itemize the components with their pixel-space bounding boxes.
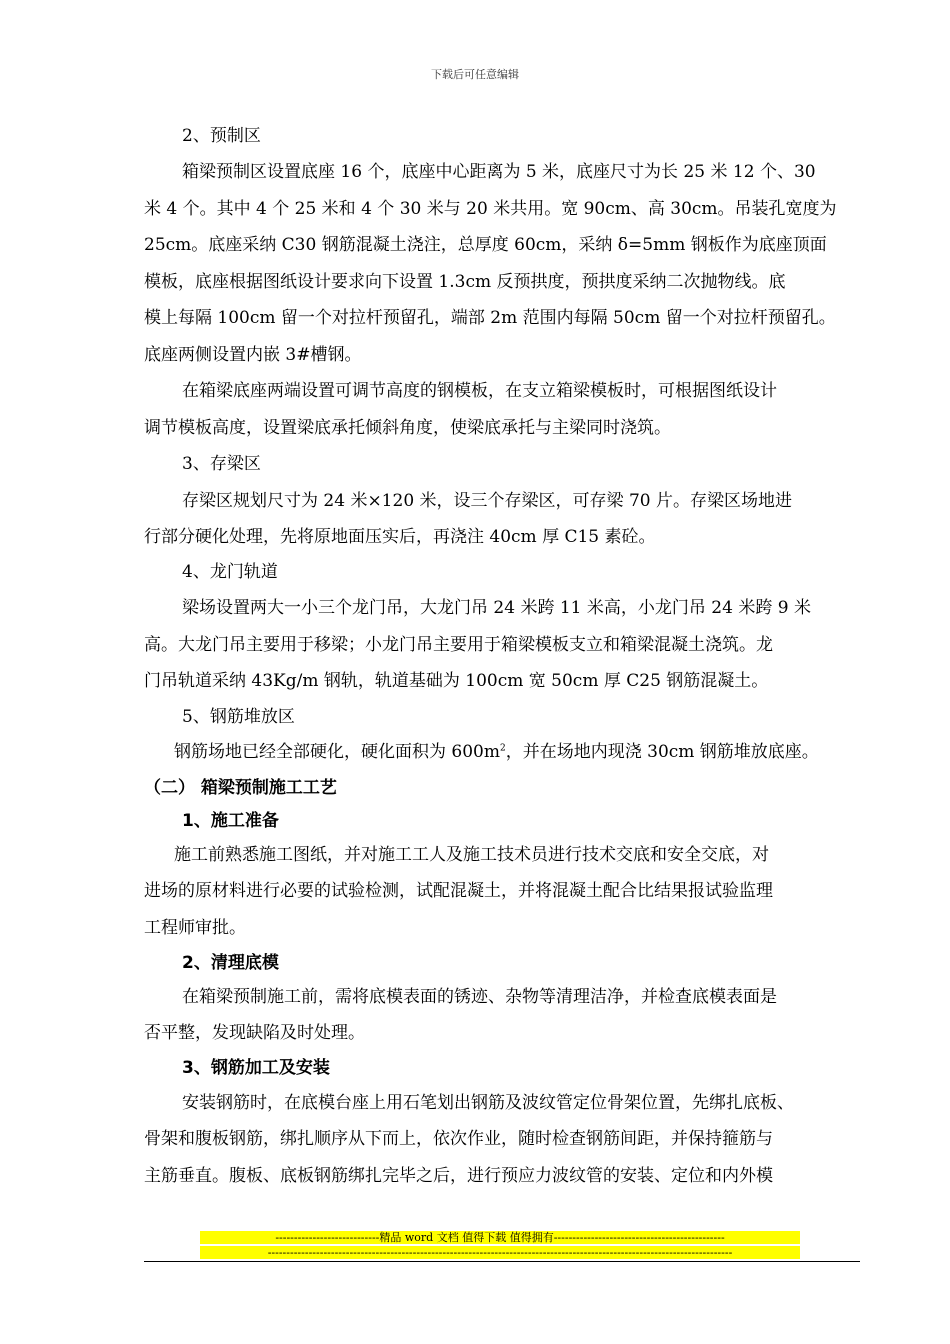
section-title-storage-area: 3、存梁区: [182, 454, 261, 474]
paragraph-line: 施工前熟悉施工图纸，并对施工工人及施工技术员进行技术交底和安全交底，对: [174, 845, 769, 865]
footer-divider: [144, 1261, 860, 1262]
paragraph-line: 25cm。底座采纳 C30 钢筋混凝土浇注，总厚度 60cm，采纳 δ=5mm 钢板作为底座顶面: [144, 235, 827, 255]
paragraph-line: 进场的原材料进行必要的试验检测，试配混凝土，并将混凝土配合比结果报试验监理: [144, 881, 773, 901]
paragraph-line: 主筋垂直。腹板、底板钢筋绑扎完毕之后，进行预应力波纹管的安装、定位和内外模: [144, 1166, 773, 1186]
section-title-gantry-track: 4、龙门轨道: [182, 562, 278, 582]
paragraph-line: 米 4 个。其中 4 个 25 米和 4 个 30 米与 20 米共用。宽 90cm、高 30cm。吊装孔宽度为: [144, 199, 837, 219]
paragraph-line: 箱梁预制区设置底座 16 个，底座中心距离为 5 米，底座尺寸为长 25 米 12 个、30: [182, 162, 816, 182]
paragraph-text: ，并在场地内现浇 30cm 钢筋堆放底座。: [505, 742, 819, 762]
paragraph-line: 安装钢筋时，在底模台座上用石笔划出钢筋及波纹管定位骨架位置，先绑扎底板、: [182, 1093, 794, 1113]
paragraph-line: 行部分硬化处理，先将原地面压实后，再浇注 40cm 厚 C15 素砼。: [144, 527, 656, 547]
paragraph-line: 骨架和腹板钢筋，绑扎顺序从下而上，依次作业，随时检查钢筋间距，并保持箍筋与: [144, 1129, 773, 1149]
paragraph-line: 高。大龙门吊主要用于移梁；小龙门吊主要用于箱梁模板支立和箱梁混凝土浇筑。龙: [144, 635, 773, 655]
subheading-clean-bottom-mold: 2、清理底模: [182, 953, 279, 973]
superscript: 2: [499, 743, 506, 754]
paragraph-line: 在箱梁预制施工前，需将底模表面的锈迹、杂物等清理洁净，并检查底模表面是: [182, 987, 777, 1007]
paragraph-line: 模上每隔 100cm 留一个对拉杆预留孔，端部 2m 范围内每隔 50cm 留一个对拉杆预留孔。: [144, 308, 836, 328]
paragraph-line: 否平整，发现缺陷及时处理。: [144, 1023, 365, 1043]
paragraph-line: 工程师审批。: [144, 918, 246, 938]
page-header: 下载后可任意编辑: [431, 68, 519, 81]
paragraph-line: 模板，底座根据图纸设计要求向下设置 1.3cm 反预拱度，预拱度采纳二次抛物线。底: [144, 272, 786, 292]
paragraph-line: 存梁区规划尺寸为 24 米×120 米，设三个存梁区，可存梁 70 片。存梁区场地进: [182, 491, 792, 511]
paragraph-line: 门吊轨道采纳 43Kg/m 钢轨，轨道基础为 100cm 宽 50cm 厚 C25 钢筋混凝土。: [144, 671, 769, 691]
subheading-preparation: 1、施工准备: [182, 811, 279, 831]
paragraph-line: 梁场设置两大一小三个龙门吊，大龙门吊 24 米跨 11 米高，小龙门吊 24 米跨 9 米: [182, 598, 811, 618]
paragraph-line: [174, 741, 894, 763]
subheading-rebar-processing: 3、钢筋加工及安装: [182, 1058, 330, 1078]
paragraph-line: 在箱梁底座两端设置可调节高度的钢模板，在支立箱梁模板时，可根据图纸设计: [182, 381, 777, 401]
paragraph-line: 调节模板高度，设置梁底承托倾斜角度，使梁底承托与主梁同时浇筑。: [144, 418, 671, 438]
section-title-rebar-yard: 5、钢筋堆放区: [182, 707, 295, 727]
section-heading-precast-process: （二） 箱梁预制施工工艺: [144, 778, 337, 798]
paragraph-text: 钢筋场地已经全部硬化，硬化面积为 600m: [174, 742, 500, 762]
footer-banner-line: -----------------------------------------------------------------------------------------------------------------------------: [200, 1246, 800, 1259]
section-title-precast-area: 2、预制区: [182, 126, 261, 146]
footer-banner-line: ----------------------------精品 word 文档 值得下载 值得拥有----------------------------------------------: [200, 1231, 800, 1244]
paragraph-line: 底座两侧设置内嵌 3#槽钢。: [144, 345, 362, 365]
